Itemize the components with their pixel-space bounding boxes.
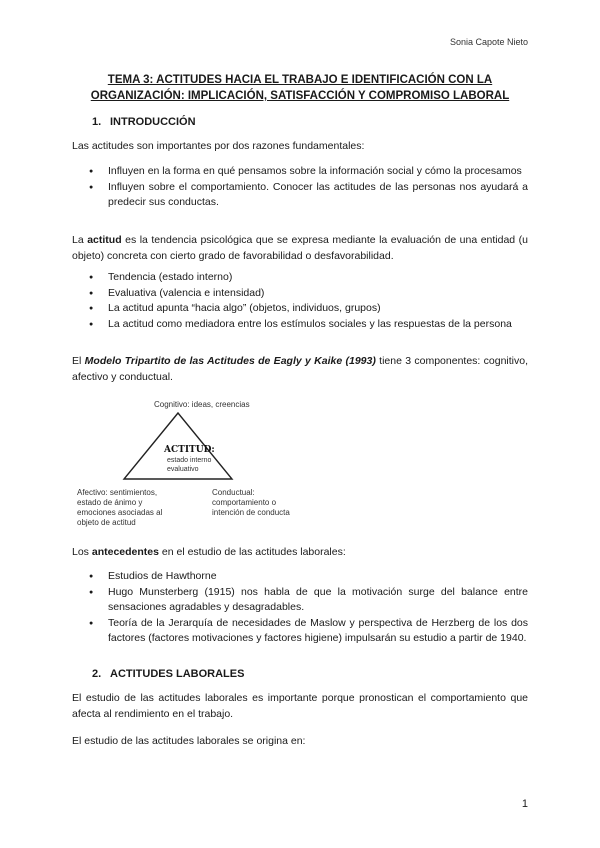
model-paragraph bbox=[72, 354, 528, 385]
section-2-paragraph-1: El estudio de las actitudes laborales es importante porque pronostican el comportamiento que afecta al rendimiento en el trabajo. bbox=[72, 692, 528, 720]
list-item: ● Influyen en la forma en qué pensamos sobre la información social y cómo la procesamos bbox=[72, 164, 528, 180]
list-item: ● Evaluativa (valencia e intensidad) bbox=[72, 286, 528, 302]
reasons-list bbox=[72, 164, 528, 211]
diagram-affective-label bbox=[77, 488, 162, 528]
model-prefix: El bbox=[72, 355, 85, 367]
antecedents-term: antecedentes bbox=[91, 546, 159, 558]
section-2-heading bbox=[92, 668, 244, 680]
definition-term: actitud bbox=[87, 234, 122, 246]
title-line-2: ORGANIZACIÓN: IMPLICACIÓN, SATISFACCIÓN Y COMPROMISO LABORAL bbox=[90, 90, 510, 102]
model-name: Modelo Tripartito de las Actitudes de Eagly y Kaike (1993) bbox=[84, 355, 376, 367]
list-item: ● Estudios de Hawthorne bbox=[72, 569, 528, 585]
diagram-conductual-label bbox=[212, 488, 290, 518]
antecedents-list bbox=[72, 569, 528, 647]
document-title bbox=[60, 72, 540, 104]
header-author: Sonia Capote Nieto bbox=[449, 37, 528, 47]
antecedents-paragraph bbox=[72, 545, 528, 561]
intro-paragraph: Las actitudes son importantes por dos razones fundamentales: bbox=[72, 140, 365, 152]
section-1-title: INTRODUCCIÓN bbox=[110, 116, 196, 128]
characteristics-list bbox=[72, 270, 528, 332]
affective-line: objeto de actitud bbox=[77, 518, 136, 527]
section-1-heading bbox=[92, 116, 196, 128]
diagram-center-line-1: estado interno bbox=[167, 457, 212, 464]
antecedents-prefix: Los bbox=[72, 546, 92, 558]
page-number: 1 bbox=[521, 798, 528, 810]
section-2-paragraph-2: El estudio de las actitudes laborales se origina en: bbox=[72, 735, 306, 747]
definition-text: es la tendencia psicológica que se expresa mediante la evaluación de una entidad (u objeto) concreta con cierto grado de favorabilidad o desfavorabilidad. bbox=[72, 234, 528, 262]
diagram-center-line-2: evaluativo bbox=[167, 466, 199, 473]
list-item: ● Influyen sobre el comportamiento. Conocer las actitudes de las personas nos ayudará a predecir sus conductas. bbox=[72, 180, 528, 211]
list-item: ● Hugo Munsterberg (1915) nos habla de que la motivación surge del balance entre sensaciones agradables y desagradables. bbox=[72, 585, 528, 616]
title-line-1: TEMA 3: ACTITUDES HACIA EL TRABAJO E IDENTIFICACIÓN CON LA bbox=[107, 74, 493, 86]
diagram-cognitive-label: Cognitivo: ideas, creencias bbox=[154, 400, 250, 409]
tripartite-model-diagram bbox=[72, 398, 332, 533]
section-2-title: ACTITUDES LABORALES bbox=[110, 668, 245, 680]
affective-line: Afectivo: sentimientos, bbox=[77, 488, 158, 497]
list-item: ● Teoría de la Jerarquía de necesidades de Maslow y perspectiva de Herzberg de los dos factores (factores motivaciones y factores higiene) impulsarán su estudio a partir de 1940. bbox=[72, 616, 528, 647]
affective-line: emociones asociadas al bbox=[77, 508, 163, 517]
list-item: ● Tendencia (estado interno) bbox=[72, 270, 528, 286]
diagram-center-title: ACTITUD: bbox=[164, 445, 215, 455]
conductual-line: Conductual: bbox=[212, 488, 255, 497]
conductual-line: intención de conducta bbox=[212, 508, 290, 517]
definition-prefix: La bbox=[72, 234, 88, 246]
antecedents-text: en el estudio de las actitudes laborales: bbox=[158, 546, 346, 558]
definition-paragraph bbox=[72, 233, 528, 264]
list-item: ● La actitud como mediadora entre los estímulos sociales y las respuestas de la persona bbox=[72, 317, 528, 333]
affective-line: estado de ánimo y bbox=[77, 498, 143, 507]
model-text: tiene 3 componentes: cognitivo, afectivo y conductual. bbox=[72, 355, 528, 383]
list-item: ● La actitud apunta “hacia algo” (objetos, individuos, grupos) bbox=[72, 301, 528, 317]
section-2-number: 2. bbox=[92, 668, 102, 680]
conductual-line: comportamiento o bbox=[212, 498, 277, 507]
section-1-number: 1. bbox=[92, 116, 102, 128]
